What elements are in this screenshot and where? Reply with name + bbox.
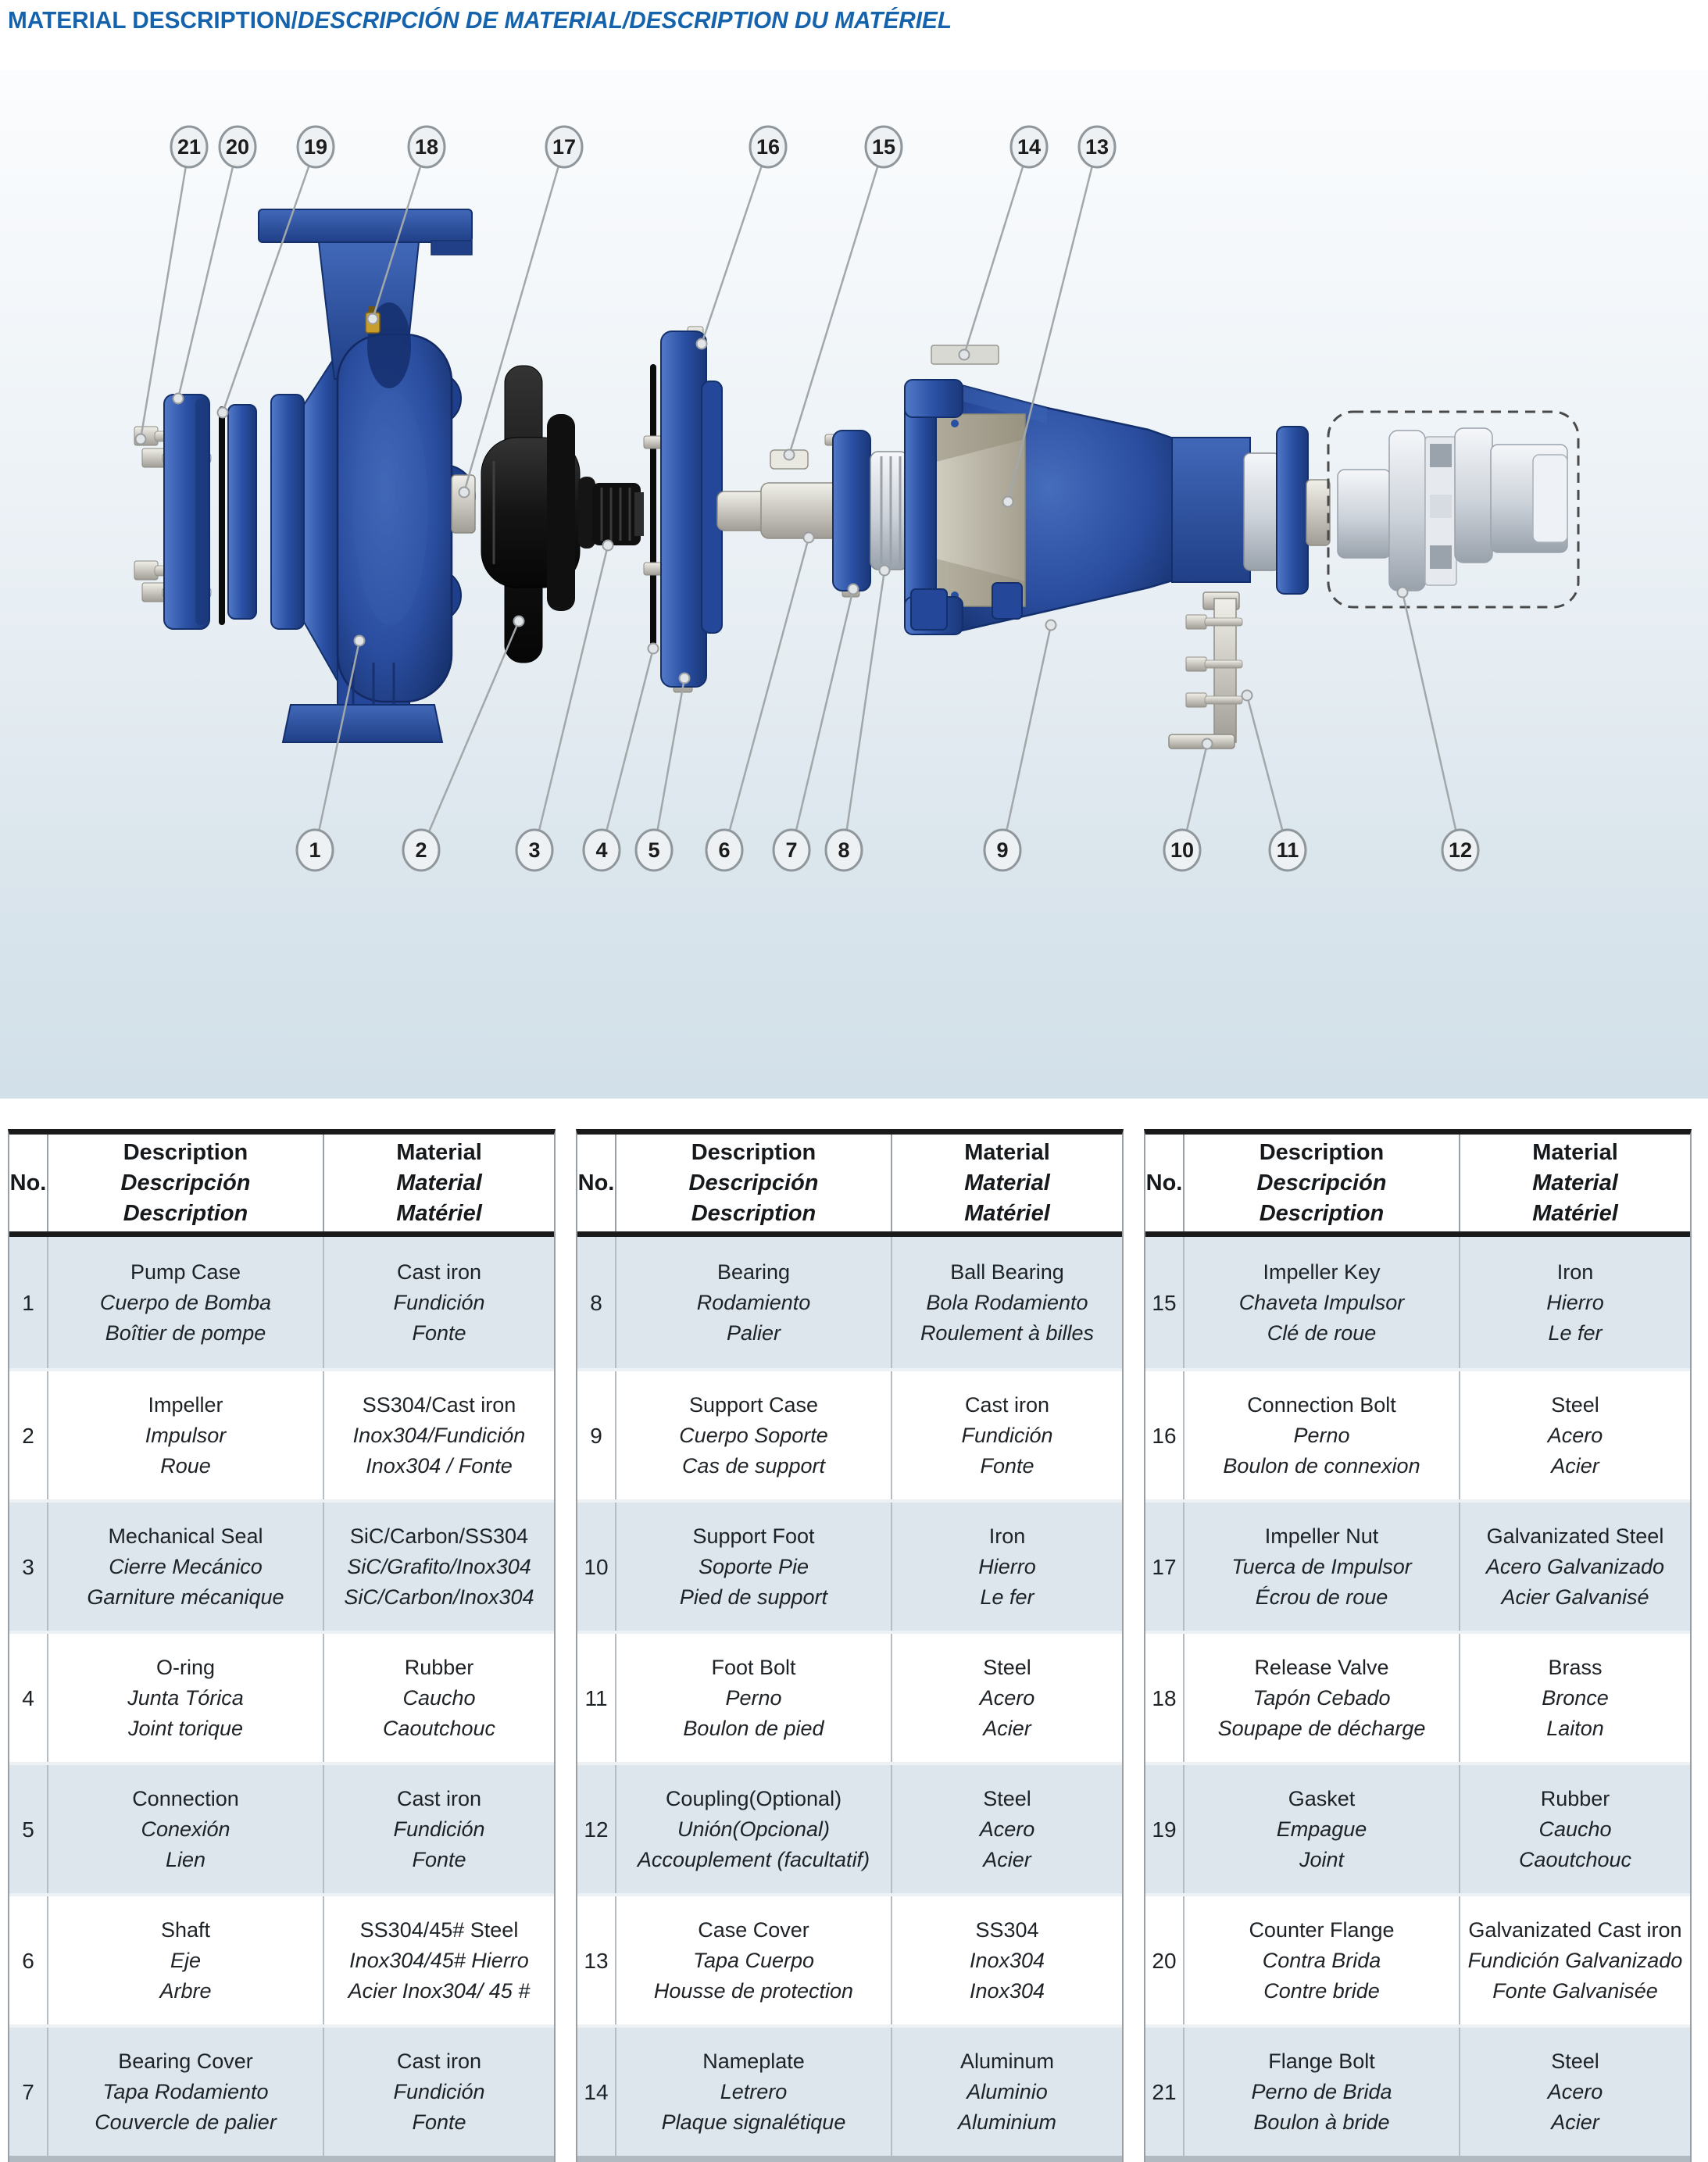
row-description: Bearing Cover Tapa Rodamiento Couvercle de palier: [48, 2028, 324, 2156]
callout-number: 4: [595, 838, 608, 862]
table-row: [577, 1631, 1122, 1762]
row-material: SS304/Cast iron Inox304/Fundición Inox304 / Fonte: [352, 1392, 526, 1478]
counter-flange: [164, 395, 256, 629]
table-row: [1145, 1762, 1690, 1893]
leader-dot: [784, 450, 795, 460]
leader-line: [789, 147, 884, 455]
callout-number: 7: [785, 838, 798, 862]
page-title: [8, 6, 952, 34]
table-row: [9, 2024, 554, 2156]
title-italic: DESCRIPCIÓN DE MATERIAL/DESCRIPTION DU MATÉRIEL: [297, 6, 952, 34]
leader-line: [844, 570, 884, 850]
table-row: [577, 1762, 1122, 1893]
table-row: [9, 1893, 554, 2024]
row-description: Case Cover Tapa Cuerpo Housse de protection: [616, 1896, 892, 2024]
leader-dot: [173, 394, 184, 404]
pump-case: [259, 209, 475, 742]
col-header-no: No.: [577, 1135, 616, 1231]
leader-dot: [649, 644, 659, 654]
row-material: Steel Acero Acier: [979, 1786, 1035, 1871]
table-bottom-strip: [1145, 2156, 1690, 2162]
row-material: Aluminum Aluminio Aluminium: [957, 2049, 1057, 2134]
callout-number: 21: [177, 135, 202, 159]
col-header-material: Material Material Matériel: [1532, 1139, 1618, 1226]
row-description: Connection Conexión Lien: [48, 1765, 324, 1893]
row-description: Pump Case Cuerpo de Bomba Boîtier de pompe: [48, 1237, 324, 1368]
callout-number: 1: [309, 838, 321, 862]
leader-dot: [1398, 588, 1408, 598]
col-header-material: Material Material Matériel: [964, 1139, 1050, 1226]
leader-dot: [880, 566, 890, 576]
row-no: 21: [1145, 2028, 1185, 2156]
row-material: Iron Hierro Le fer: [1546, 1260, 1604, 1345]
callout-number: 17: [552, 135, 577, 159]
leader-dot: [1202, 739, 1213, 749]
impeller: [481, 366, 595, 663]
bearing: [870, 452, 908, 570]
callout-19: [218, 127, 334, 418]
leader-line: [654, 678, 684, 850]
table-row: [577, 1893, 1122, 2024]
table-body: [1145, 1237, 1690, 2156]
row-no: 4: [9, 1634, 48, 1762]
row-no: 14: [577, 2028, 616, 2156]
table-row: [1145, 1893, 1690, 2024]
materials-tables: [8, 1129, 1692, 2162]
leader-line: [178, 147, 238, 398]
callout-number: 8: [838, 838, 850, 862]
callout-10: [1164, 739, 1213, 871]
row-description: Mechanical Seal Cierre Mecánico Garniture mécanique: [48, 1503, 324, 1631]
row-description: O-ring Junta Tórica Joint torique: [48, 1634, 324, 1762]
coupling: [1338, 428, 1567, 591]
row-no: 1: [9, 1237, 48, 1368]
table-body: [9, 1237, 554, 2156]
row-description: Impeller Impulsor Roue: [48, 1371, 324, 1499]
table-row: [9, 1762, 554, 1893]
callout-number: 12: [1448, 838, 1473, 862]
table-bottom-strip: [9, 2156, 554, 2162]
row-description: Bearing Rodamiento Palier: [616, 1237, 892, 1368]
leader-line: [964, 147, 1029, 355]
callout-5: [636, 674, 690, 871]
row-description: Shaft Eje Arbre: [48, 1896, 324, 2024]
row-no: 8: [577, 1237, 616, 1368]
row-no: 3: [9, 1503, 48, 1631]
table-row: [577, 1368, 1122, 1499]
callout-12: [1398, 588, 1479, 871]
row-description: Counter Flange Contra Brida Contre bride: [1185, 1896, 1460, 2024]
table-header: [9, 1135, 554, 1237]
col-header-description: Description Descripción Description: [48, 1135, 324, 1231]
leader-line: [702, 147, 768, 344]
leader-dot: [459, 488, 470, 498]
gasket: [219, 406, 225, 625]
callout-11: [1242, 691, 1306, 871]
row-no: 13: [577, 1896, 616, 2024]
leader-line: [724, 538, 809, 850]
leader-dot: [804, 533, 814, 543]
callout-number: 20: [225, 135, 250, 159]
materials-table-2: [576, 1129, 1124, 2162]
row-no: 5: [9, 1765, 48, 1893]
row-no: 17: [1145, 1503, 1185, 1631]
col-header-no: No.: [1145, 1135, 1185, 1231]
callout-8: [826, 566, 890, 871]
table-row: [577, 2024, 1122, 2156]
leader-dot: [1242, 691, 1252, 701]
leader-dot: [1003, 497, 1013, 507]
table-row: [9, 1631, 554, 1762]
row-material: SS304/45# Steel Inox304/45# Hierro Acier Inox304/ 45 #: [348, 1917, 531, 2003]
row-description: Release Valve Tapón Cebado Soupape de décharge: [1185, 1634, 1460, 1762]
row-description: Impeller Key Chaveta Impulsor Clé de roue: [1185, 1237, 1460, 1368]
row-material: Ball Bearing Bola Rodamiento Roulement à billes: [920, 1260, 1095, 1345]
row-material: Cast iron Fundición Fonte: [961, 1392, 1053, 1478]
materials-table-3: [1144, 1129, 1692, 2162]
callout-number: 11: [1276, 838, 1299, 862]
col-header-description: Description Descripción Description: [1185, 1135, 1460, 1231]
leader-dot: [697, 339, 707, 349]
row-material: SiC/Carbon/SS304 SiC/Grafito/Inox304 SiC/Carbon/Inox304: [344, 1524, 534, 1609]
diagram-panel: [0, 70, 1708, 1099]
row-no: 16: [1145, 1371, 1185, 1499]
callout-number: 2: [415, 838, 427, 862]
leader-line: [1402, 592, 1460, 850]
leader-dot: [1046, 620, 1056, 631]
leader-dot: [849, 584, 859, 595]
table-row: [1145, 2024, 1690, 2156]
o-ring: [650, 364, 656, 652]
table-row: [577, 1237, 1122, 1368]
leader-dot: [680, 674, 690, 684]
row-description: Foot Bolt Perno Boulon de pied: [616, 1634, 892, 1762]
row-no: 11: [577, 1634, 616, 1762]
row-material: Steel Acero Acier: [1547, 1392, 1603, 1478]
row-no: 15: [1145, 1237, 1185, 1368]
leader-dot: [959, 350, 970, 360]
callout-number: 19: [303, 135, 328, 159]
col-header-no: No.: [9, 1135, 48, 1231]
row-material: Steel Acero Acier: [979, 1655, 1035, 1740]
row-material: Rubber Caucho Caoutchouc: [382, 1655, 496, 1740]
impeller-nut: [452, 475, 475, 533]
leader-dot: [514, 616, 524, 627]
table-row: [9, 1237, 554, 1368]
row-description: Impeller Nut Tuerca de Impulsor Écrou de roue: [1185, 1503, 1460, 1631]
callout-14: [959, 127, 1048, 360]
table-row: [1145, 1499, 1690, 1631]
callout-number: 13: [1084, 135, 1109, 159]
row-no: 6: [9, 1896, 48, 2024]
callout-number: 3: [528, 838, 541, 862]
leader-dot: [136, 434, 146, 445]
support-case: [905, 380, 1330, 634]
title-plain: MATERIAL DESCRIPTION/: [8, 6, 298, 34]
callout-number: 14: [1017, 135, 1042, 159]
row-description: Nameplate Letrero Plaque signalétique: [616, 2028, 892, 2156]
callout-16: [697, 127, 787, 349]
callout-number: 6: [718, 838, 731, 862]
table-row: [1145, 1631, 1690, 1762]
row-material: Cast iron Fundición Fonte: [393, 1260, 485, 1345]
table-header: [1145, 1135, 1690, 1237]
col-header-material: Material Material Matériel: [396, 1139, 482, 1226]
leader-dot: [368, 314, 378, 324]
row-no: 7: [9, 2028, 48, 2156]
row-material: Brass Bronce Laiton: [1542, 1655, 1609, 1740]
callout-number: 15: [871, 135, 896, 159]
row-description: Coupling(Optional) Unión(Opcional) Accouplement (facultatif): [616, 1765, 892, 1893]
row-no: 2: [9, 1371, 48, 1499]
leader-line: [602, 649, 653, 850]
callout-9: [984, 620, 1056, 871]
leader-dot: [355, 636, 365, 646]
leader-dot: [218, 408, 228, 418]
col-header-description: Description Descripción Description: [616, 1135, 892, 1231]
pump-exploded-diagram: [0, 70, 1708, 1099]
table-row: [9, 1368, 554, 1499]
row-material: Galvanizated Steel Acero Galvanizado Acier Galvanisé: [1485, 1524, 1665, 1609]
leader-line: [223, 147, 316, 413]
row-description: Connection Bolt Perno Boulon de connexion: [1185, 1371, 1460, 1499]
callout-number: 10: [1170, 838, 1195, 862]
callout-number: 18: [414, 135, 439, 159]
row-no: 19: [1145, 1765, 1185, 1893]
row-material: Cast iron Fundición Fonte: [393, 2049, 485, 2134]
row-material: Steel Acero Acier: [1547, 2049, 1603, 2134]
row-no: 18: [1145, 1634, 1185, 1762]
mechanical-seal: [592, 483, 644, 545]
table-bottom-strip: [577, 2156, 1122, 2162]
callout-number: 16: [756, 135, 781, 159]
row-no: 20: [1145, 1896, 1185, 2024]
row-description: Flange Bolt Perno de Brida Boulon à bride: [1185, 2028, 1460, 2156]
table-row: [9, 1499, 554, 1631]
row-no: 12: [577, 1765, 616, 1893]
callout-number: 9: [996, 838, 1009, 862]
row-material: Cast iron Fundición Fonte: [393, 1786, 485, 1871]
materials-table-1: [8, 1129, 556, 2162]
callout-number: 5: [648, 838, 660, 862]
row-material: SS304 Inox304 Inox304: [969, 1917, 1045, 2003]
row-description: Support Case Cuerpo Soporte Cas de support: [616, 1371, 892, 1499]
table-row: [1145, 1368, 1690, 1499]
leader-line: [791, 589, 853, 850]
leader-line: [1247, 695, 1288, 850]
table-row: [577, 1499, 1122, 1631]
table-row: [1145, 1237, 1690, 1368]
row-description: Gasket Empague Joint: [1185, 1765, 1460, 1893]
table-body: [577, 1237, 1122, 2156]
row-no: 10: [577, 1503, 616, 1631]
row-description: Support Foot Soporte Pie Pied de support: [616, 1503, 892, 1631]
table-header: [577, 1135, 1122, 1237]
leader-dot: [603, 541, 613, 551]
row-no: 9: [577, 1371, 616, 1499]
callout-7: [774, 584, 859, 871]
callout-15: [784, 127, 902, 460]
row-material: Rubber Caucho Caoutchouc: [1518, 1786, 1632, 1871]
row-material: Galvanizated Cast iron Fundición Galvanizado Fonte Galvanisée: [1467, 1917, 1683, 2003]
leader-line: [1002, 625, 1051, 850]
row-material: Iron Hierro Le fer: [978, 1524, 1036, 1609]
